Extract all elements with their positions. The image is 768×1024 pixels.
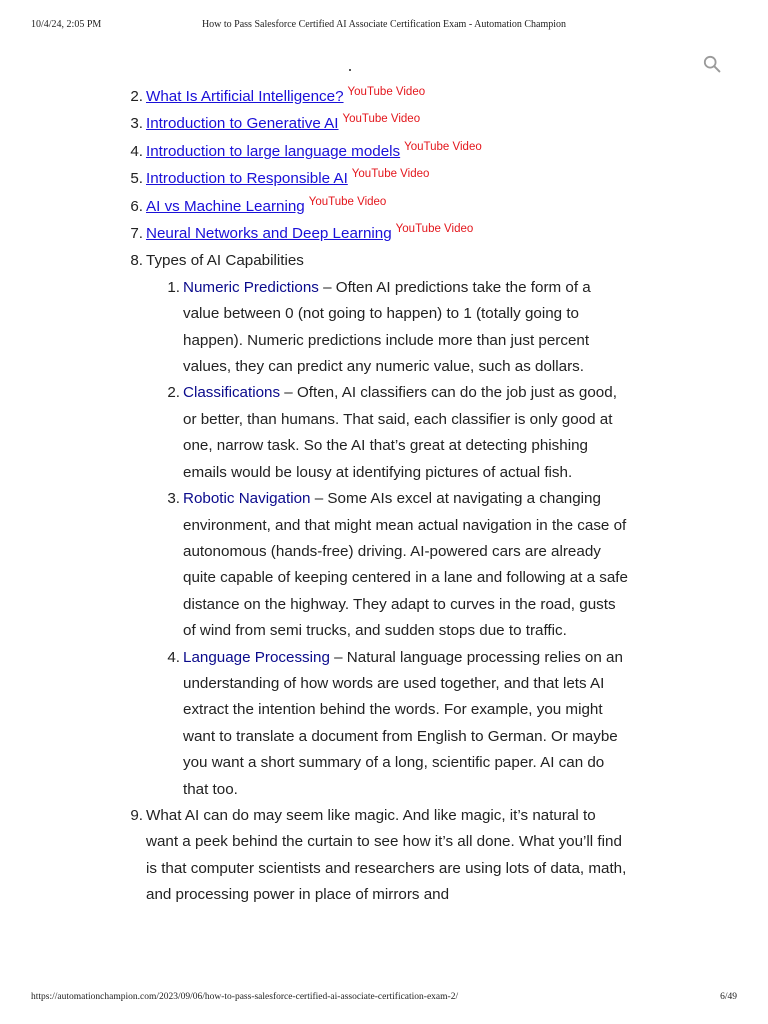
list-number: 9.: [130, 806, 143, 824]
list-item: [120, 194, 630, 221]
list-item: [120, 803, 630, 909]
link-intro-llm[interactable]: Introduction to large language models: [146, 142, 401, 160]
list-item: [120, 84, 630, 111]
sublist-text: – Often, AI classifiers can do the job just as good, or better, than humans. That said, each classifier is only good at one, narrow task. So the AI that’s great at detecting phishing emails would be lousy at identifying pictures of actual fish.: [183, 384, 617, 481]
youtube-video-badge[interactable]: YouTube Video: [404, 140, 482, 153]
term-robotic-navigation: Robotic Navigation: [183, 490, 311, 508]
sublist-text: – Often AI predictions take the form of a value between 0 (not going to happen) to 1 (totally going to happen). Numeric predictions include more than just percent values, they can predict any numeric value, such as dollars.: [183, 278, 591, 376]
list-number: 5.: [130, 170, 143, 188]
capabilities-sublist: [146, 275, 630, 803]
print-footer: [0, 992, 768, 1006]
sublist-item: [146, 380, 630, 486]
sublist-text: – Natural language processing relies on an understanding of how words are used together, and that lets AI extract the intention behind the words. For example, you might want to translate a document from English to German. Or maybe you want a short summary of a long, scientific paper. AI can do that too.: [183, 648, 623, 798]
list-number: 4.: [130, 142, 143, 160]
youtube-video-badge[interactable]: YouTube Video: [342, 113, 421, 126]
youtube-video-badge[interactable]: YouTube Video: [395, 223, 474, 236]
sublist-item: [146, 486, 630, 644]
link-what-is-ai[interactable]: What Is Artificial Intelligence?: [146, 88, 344, 105]
list-number: 7.: [130, 225, 143, 243]
sublist-text: – Some AIs excel at navigating a changing environment, and that might mean actual navigation in the case of autonomous (hands-free) driving. AI-powered cars are already quite capable of keeping centered in a lane and following at a safe distance on the highway. They adapt to curves in the road, gusts of wind from semi trucks, and sudden stops due to traffic.: [183, 490, 628, 640]
sublist-item: [146, 645, 630, 803]
sublist-number: 1.: [167, 278, 180, 296]
list-item-text: Types of AI Capabilities: [146, 252, 304, 270]
sublist-number: 4.: [167, 648, 180, 666]
youtube-video-badge[interactable]: YouTube Video: [347, 86, 426, 98]
list-number: 3.: [130, 115, 143, 133]
term-language-processing: Language Processing: [183, 648, 330, 666]
list-number: 6.: [130, 197, 143, 215]
sublist-item: [146, 275, 630, 381]
article-content: [120, 84, 630, 909]
list-item-ai-capabilities: [120, 248, 630, 803]
print-datetime: 10/4/24, 2:05 PM: [31, 19, 102, 30]
clipped-previous-line: [120, 68, 630, 74]
term-numeric-predictions: Numeric Predictions: [183, 278, 319, 296]
sublist-number: 3.: [167, 490, 180, 508]
print-header: [0, 17, 768, 33]
term-classifications: Classifications: [183, 384, 281, 402]
link-neural-networks[interactable]: Neural Networks and Deep Learning: [146, 225, 392, 243]
link-intro-generative-ai[interactable]: Introduction to Generative AI: [146, 115, 339, 133]
list-item: [120, 111, 630, 138]
resource-list: [120, 84, 630, 909]
list-item: [120, 139, 630, 166]
youtube-video-badge[interactable]: YouTube Video: [351, 168, 430, 181]
link-intro-responsible-ai[interactable]: Introduction to Responsible AI: [146, 170, 348, 188]
print-page-title: How to Pass Salesforce Certified AI Associate Certification Exam - Automation Champion: [201, 19, 567, 30]
print-page-number: 6/49: [720, 992, 737, 1002]
list-number: 8.: [130, 252, 143, 270]
list-item: [120, 221, 630, 248]
list-item: [120, 166, 630, 193]
list-item-text: What AI can do may seem like magic. And like magic, it’s natural to want a peek behind the curtain to see how it’s all done. What you’ll find is that computer scientists and researchers are using lots of data, math, and processing power in place of mirrors and: [146, 806, 627, 904]
print-url: https://automationchampion.com/2023/09/06/how-to-pass-salesforce-certified-ai-associate-certification-exam-2/: [31, 992, 459, 1002]
search-icon[interactable]: [703, 55, 721, 73]
link-ai-vs-ml[interactable]: AI vs Machine Learning: [146, 197, 305, 215]
sublist-number: 2.: [167, 384, 180, 402]
list-number: 2.: [130, 88, 143, 105]
youtube-video-badge[interactable]: YouTube Video: [308, 195, 387, 208]
